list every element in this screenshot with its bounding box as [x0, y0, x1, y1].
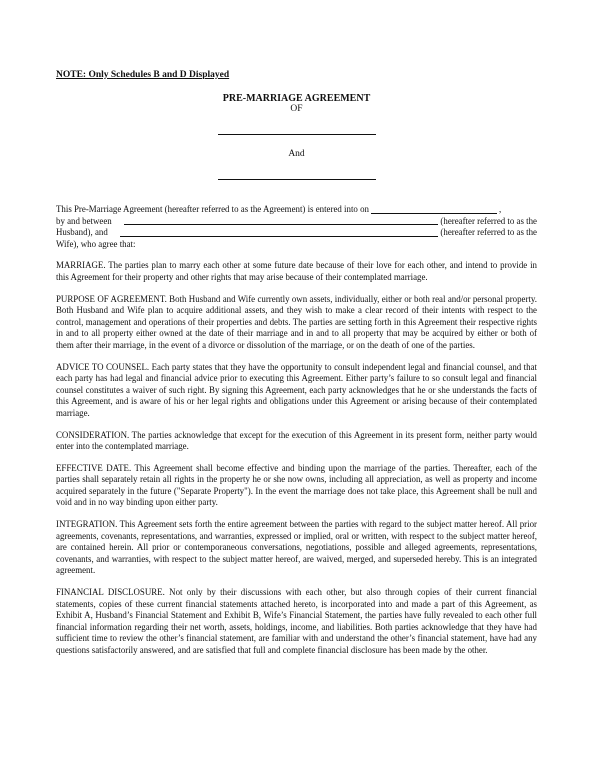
wife-reference: (hereafter referred to as the [440, 227, 537, 238]
paragraph-marriage: MARRIAGE. The parties plan to marry each other at some future date because of their love for each other, and intend to provide in this Agreement for their property and other rights that may arise because of their contemplated marriage. [56, 260, 537, 282]
intro-comma: , [498, 204, 502, 214]
intro-husband-and: Husband), and [56, 227, 108, 238]
paragraph-advice: ADVICE TO COUNSEL. Each party states that they have the opportunity to consult independent legal and financial counsel, and that each party has had legal and financial advice prior to executing this Agreement. Either party’s failure to so consult legal and financial counsel constitutes a waiver of such right. By signing this Agreement, each party acknowledges that he or she understands the facts of this Agreement, and is aware of his or her legal rights and obligations under this Agreement or arising because of their contemplated marriage. [56, 361, 537, 418]
intro-line-4: Wife), who agree that: [56, 238, 136, 249]
intro-line-2 [56, 216, 537, 228]
paragraph-integration: INTEGRATION. This Agreement sets forth the entire agreement between the parties with regard to the subject matter hereof. All prior agreements, covenants, representations, and warranties, expressed or implied, oral or written, with respect to the subject matter hereof, are contained herein. All prior or contemporaneous conversations, negotiations, possible and alleged agreements, representations, covenants, and warranties, with respect to the subject matter hereof, are waived, merged, and superseded hereby. This is an integrated agreement. [56, 519, 537, 576]
and-label: And [288, 149, 305, 159]
document-title: PRE-MARRIAGE AGREEMENT [222, 93, 371, 104]
paragraph-effective-date: EFFECTIVE DATE. This Agreement shall become effective and binding upon the marriage of the parties. Thereafter, each of the parties shall separately retain all rights in the property he or she now owns, including all appreciation, as well as property and income acquired separately in the future ("Separate Property"). In the event the marriage does not take place, this Agreement shall be null and void and in no way binding upon either party. [56, 462, 537, 508]
party-one-blank[interactable] [218, 134, 376, 135]
paragraph-purpose: PURPOSE OF AGREEMENT. Both Husband and Wife currently own assets, individually, either or both real and/or personal property. Both Husband and Wife plan to acquire additional assets, and they wish to make a clear record of their intents with respect to the control, management and operations of their properties and debts. The parties are setting forth in this Agreement their respective rights in and to all property either owned at the date of their marriage and in and to all property that may be acquired by either or both of them after their marriage, in the event of a divorce or dissolution of the marriage, or on the death of one of the parties. [56, 293, 537, 350]
intro-line-3 [56, 227, 537, 239]
paragraph-consideration: CONSIDERATION. The parties acknowledge that except for the execution of this Agreement in its present form, neither party would enter into the contemplated marriage. [56, 429, 537, 452]
of-label: OF [290, 104, 303, 114]
wife-name-blank[interactable] [120, 236, 439, 237]
intro-line-1 [56, 204, 537, 216]
note-heading: NOTE: Only Schedules B and D Displayed [56, 70, 230, 80]
date-blank[interactable] [371, 213, 497, 214]
intro-text-date: This Pre-Marriage Agreement (hereafter referred to as the Agreement) is entered into on [56, 204, 369, 214]
husband-reference: (hereafter referred to as the [440, 215, 537, 226]
paragraph-financial-disclosure: FINANCIAL DISCLOSURE. Not only by their discussions with each other, but also through copies of their current financial statements, copies of these current financial statements attached hereto, is incorporated into and made a part of this Agreement, as Exhibit A, Husband’s Financial Statement and Exhibit B, Wife’s Financial Statement, the parties have fully revealed to each other full financial information regarding their net worth, assets, holdings, income, and liabilities. Both parties acknowledge that they have had sufficient time to review the other’s financial statement, are familiar with and understand the other’s financial statement, have had any questions satisfactorily answered, and are satisfied that full and complete financial disclosure has been made by the other. [56, 587, 537, 655]
intro-by-between: by and between [56, 215, 112, 226]
agreement-body [56, 204, 537, 667]
party-two-blank[interactable] [218, 179, 376, 180]
husband-name-blank[interactable] [124, 224, 439, 225]
